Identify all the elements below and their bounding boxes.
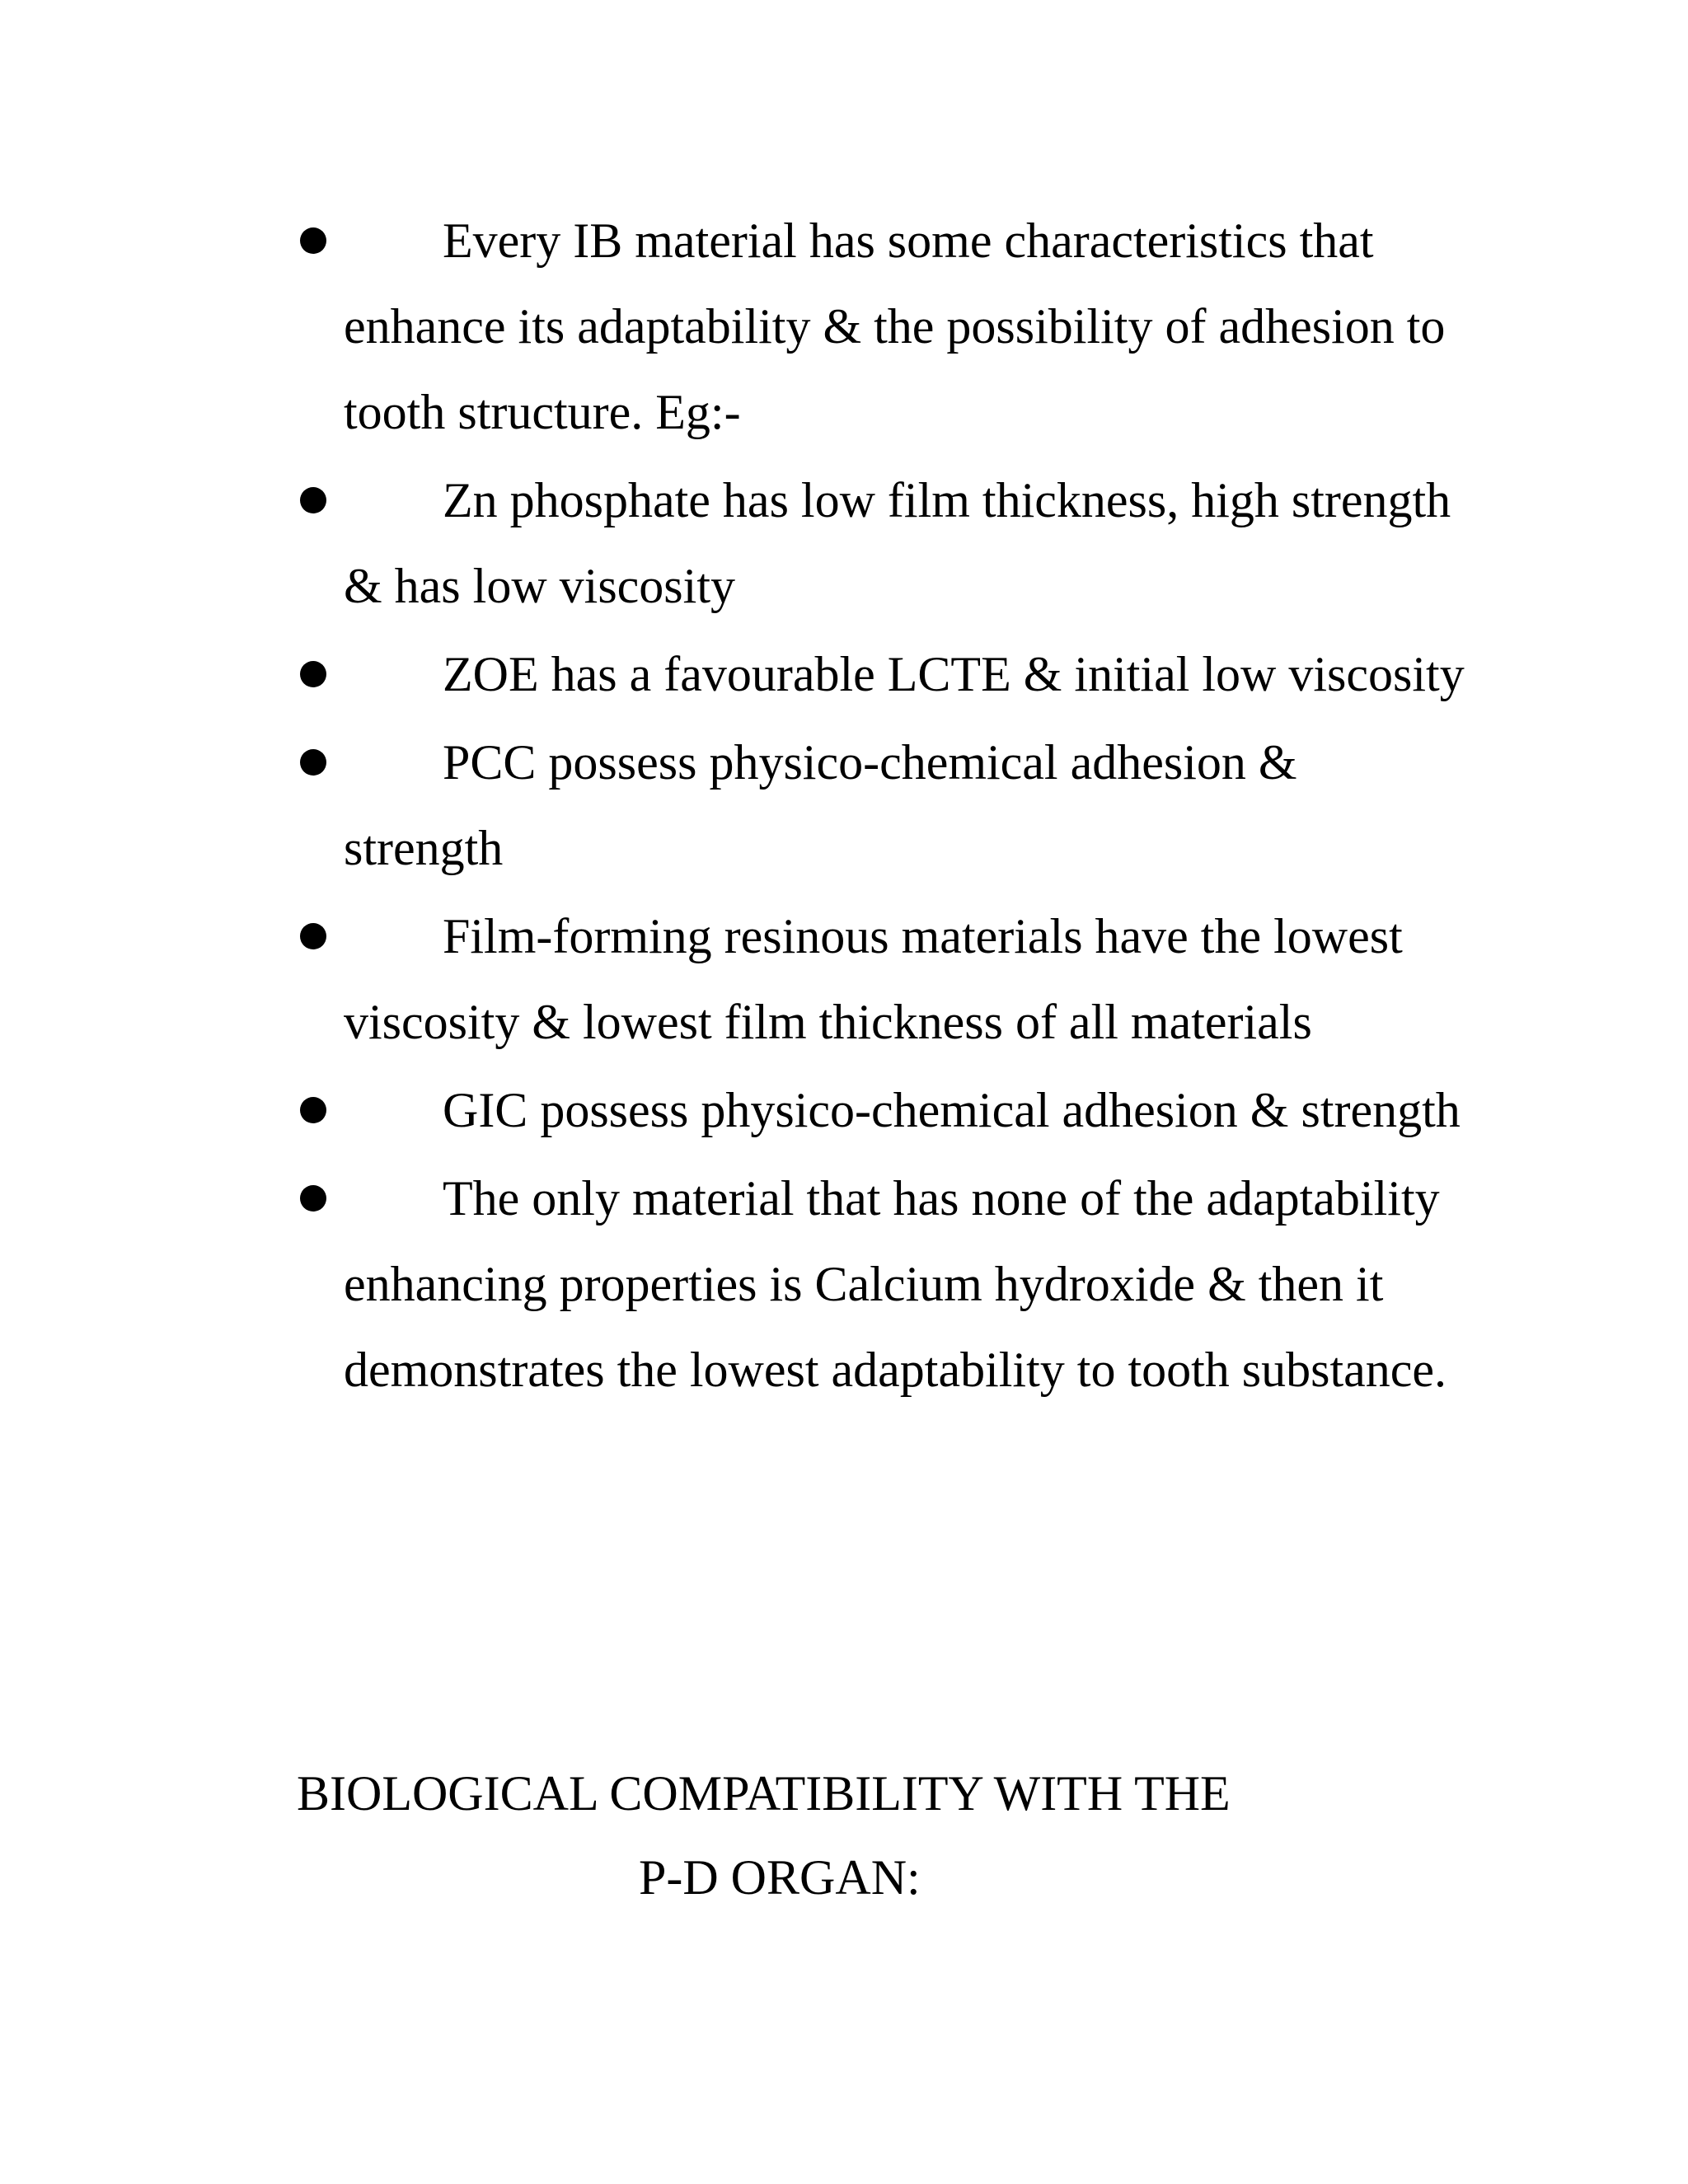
list-item-text: ZOE has a favourable LCTE & initial low viscosity — [443, 647, 1465, 701]
list-item — [297, 198, 1467, 455]
section-heading-line-1: BIOLOGICAL COMPATIBILITY WITH THE — [297, 1766, 1231, 1821]
bullet-dot-icon — [300, 1097, 326, 1123]
list-item-text: Film-forming resinous materials have the lowest viscosity & lowest film thickness of all materials — [344, 909, 1403, 1049]
list-item-text: PCC possess physico-chemical adhesion & strength — [344, 735, 1297, 875]
list-item — [297, 1067, 1467, 1153]
section-heading-line-2: P-D ORGAN: — [639, 1850, 921, 1905]
list-item-text: Zn phosphate has low film thickness, high strength & has low viscosity — [344, 473, 1451, 613]
list-item — [297, 1155, 1467, 1413]
bullet-dot-icon — [300, 923, 326, 949]
list-item — [297, 457, 1467, 629]
list-item — [297, 893, 1467, 1065]
bullet-list — [297, 198, 1467, 1415]
list-item-text: The only material that has none of the adaptability enhancing properties is Calcium hydroxide & then it demonstrates the lowest adaptability to tooth substance. — [344, 1171, 1447, 1397]
bullet-dot-icon — [300, 1185, 326, 1212]
bullet-dot-icon — [300, 487, 326, 513]
bullet-dot-icon — [300, 227, 326, 254]
list-item — [297, 631, 1467, 717]
bullet-dot-icon — [300, 749, 326, 776]
bullet-dot-icon — [300, 661, 326, 687]
list-item-text: GIC possess physico-chemical adhesion & strength — [443, 1083, 1461, 1137]
list-item — [297, 719, 1467, 891]
list-item-text: Every IB material has some characteristics that enhance its adaptability & the possibility of adhesion to tooth structure. Eg:- — [344, 213, 1446, 439]
